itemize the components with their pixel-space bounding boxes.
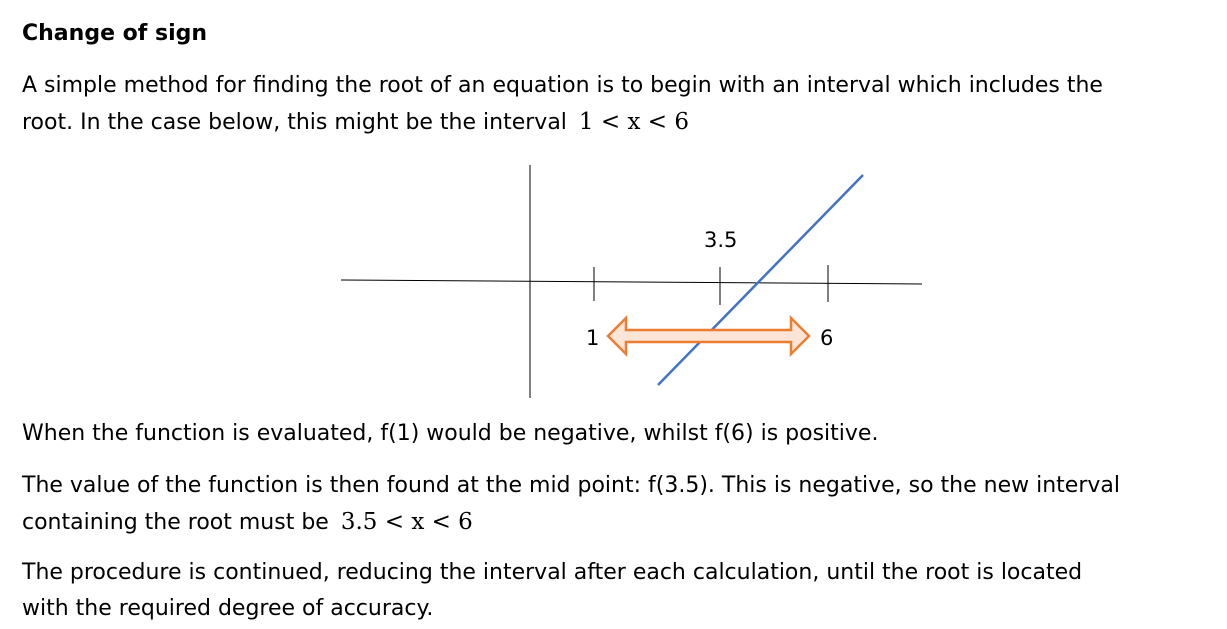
section-heading: Change of sign [22, 21, 208, 46]
procedure-paragraph [22, 555, 1082, 627]
midpoint-line-2 [22, 504, 1120, 541]
procedure-line-1: The procedure is continued, reducing the interval after each calculation, until the root is located [22, 560, 1083, 585]
function-line [658, 175, 863, 385]
initial-interval-math: 1 < x < 6 [578, 109, 689, 135]
label-1: 1 [586, 326, 600, 350]
label-6: 6 [820, 326, 834, 350]
new-interval-math: 3.5 < x < 6 [340, 509, 473, 535]
midpoint-line-2-text: containing the root must be [22, 510, 329, 535]
evaluation-paragraph: When the function is evaluated, f(1) would be negative, whilst f(6) is positive. [22, 421, 879, 446]
midpoint-paragraph [22, 468, 1120, 541]
x-axis [341, 280, 922, 284]
interval-arrow [608, 318, 809, 354]
label-3-5: 3.5 [704, 228, 738, 252]
intro-line-1: A simple method for finding the root of an equation is to begin with an interval which includes the [22, 73, 1103, 98]
procedure-line-2: with the required degree of accuracy. [22, 596, 434, 621]
intro-line-2-text: root. In the case below, this might be the interval [22, 110, 567, 135]
midpoint-line-1: The value of the function is then found at the mid point: f(3.5). This is negative, so the new interval [22, 473, 1120, 498]
